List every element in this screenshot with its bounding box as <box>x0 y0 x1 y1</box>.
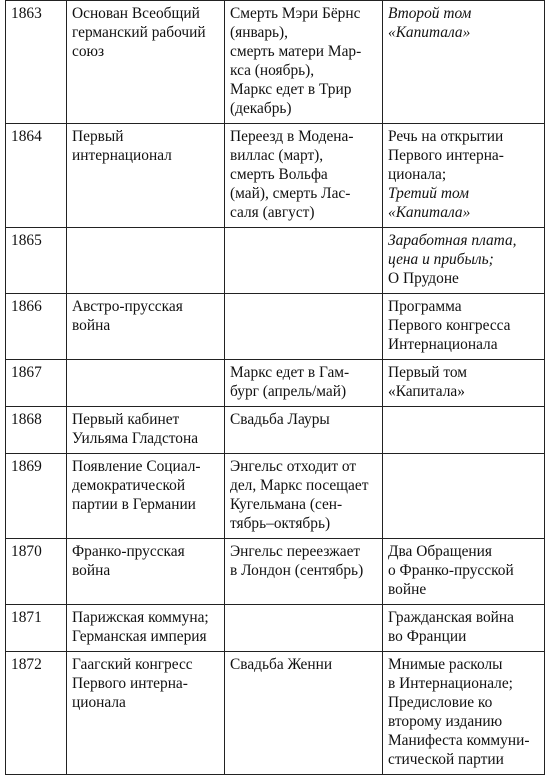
table-row <box>6 228 545 294</box>
work-title: Два Обращения о Франко-прусской войне <box>388 543 514 598</box>
year-cell: 1872 <box>6 652 67 775</box>
events-cell: Появление Социал- демократической партии в Германии <box>67 454 225 539</box>
table-row <box>6 539 545 605</box>
life-cell: Энгельс отходит от дел, Маркс посещает Кугельмана (сен- тябрь–октябрь) <box>225 454 383 539</box>
events-cell <box>67 228 225 294</box>
works-cell <box>383 1 545 124</box>
year-cell: 1869 <box>6 454 67 539</box>
year-cell: 1864 <box>6 124 67 228</box>
works-cell <box>383 454 545 539</box>
events-cell: Гаагский конгресс Первого интерна- ционала <box>67 652 225 775</box>
events-cell: Основан Всеобщий германский рабочий союз <box>67 1 225 124</box>
year-cell: 1871 <box>6 605 67 652</box>
events-cell: Австро-прусская война <box>67 294 225 360</box>
table-row <box>6 605 545 652</box>
table-row <box>6 1 545 124</box>
work-title: Гражданская война во Франции <box>388 609 514 645</box>
year-cell: 1870 <box>6 539 67 605</box>
year-cell: 1866 <box>6 294 67 360</box>
year-cell: 1863 <box>6 1 67 124</box>
works-cell <box>383 360 545 407</box>
year-cell: 1865 <box>6 228 67 294</box>
life-cell: Переезд в Модена- виллас (март), смерть Вольфа (май), смерть Лас- саля (август) <box>225 124 383 228</box>
life-cell: Маркс едет в Гам- бург (апрель/май) <box>225 360 383 407</box>
life-cell: Смерть Мэри Бёрнс (январь), смерть матери Мар- кса (ноябрь), Маркс едет в Трир (декабрь) <box>225 1 383 124</box>
works-cell <box>383 407 545 454</box>
work-title: Третий том «Капитала» <box>388 185 471 221</box>
works-cell <box>383 539 545 605</box>
work-title: Речь на открытии Первого интерна- ционала; <box>388 128 504 183</box>
life-cell <box>225 294 383 360</box>
life-cell: Энгельс переезжает в Лондон (сентябрь) <box>225 539 383 605</box>
work-title: Мнимые расколы в Интернационале; Предисловие ко второму изданию Манифеста коммуни- стической партии <box>388 656 530 768</box>
life-cell <box>225 605 383 652</box>
events-cell <box>67 360 225 407</box>
events-cell: Парижская коммуна; Германская империя <box>67 605 225 652</box>
events-cell: Первый интернационал <box>67 124 225 228</box>
events-cell: Франко-прусская война <box>67 539 225 605</box>
table-row <box>6 294 545 360</box>
events-cell: Первый кабинет Уильяма Гладстона <box>67 407 225 454</box>
work-title: Программа Первого конгресса Интернационала <box>388 298 511 353</box>
work-title: О Прудоне <box>388 270 459 287</box>
table-row <box>6 360 545 407</box>
works-cell <box>383 228 545 294</box>
works-cell <box>383 605 545 652</box>
life-cell: Свадьба Лауры <box>225 407 383 454</box>
year-cell: 1868 <box>6 407 67 454</box>
table-row <box>6 124 545 228</box>
work-title: Первый том «Капитала» <box>388 364 467 400</box>
table-row <box>6 454 545 539</box>
works-cell <box>383 124 545 228</box>
table-row <box>6 407 545 454</box>
life-cell <box>225 228 383 294</box>
works-cell <box>383 294 545 360</box>
table-row <box>6 652 545 775</box>
work-title: Заработная плата, цена и прибыль; <box>388 232 517 268</box>
works-cell <box>383 652 545 775</box>
work-title: Второй том «Капитала» <box>388 5 472 41</box>
life-cell: Свадьба Женни <box>225 652 383 775</box>
year-cell: 1867 <box>6 360 67 407</box>
chronology-table <box>5 0 545 775</box>
